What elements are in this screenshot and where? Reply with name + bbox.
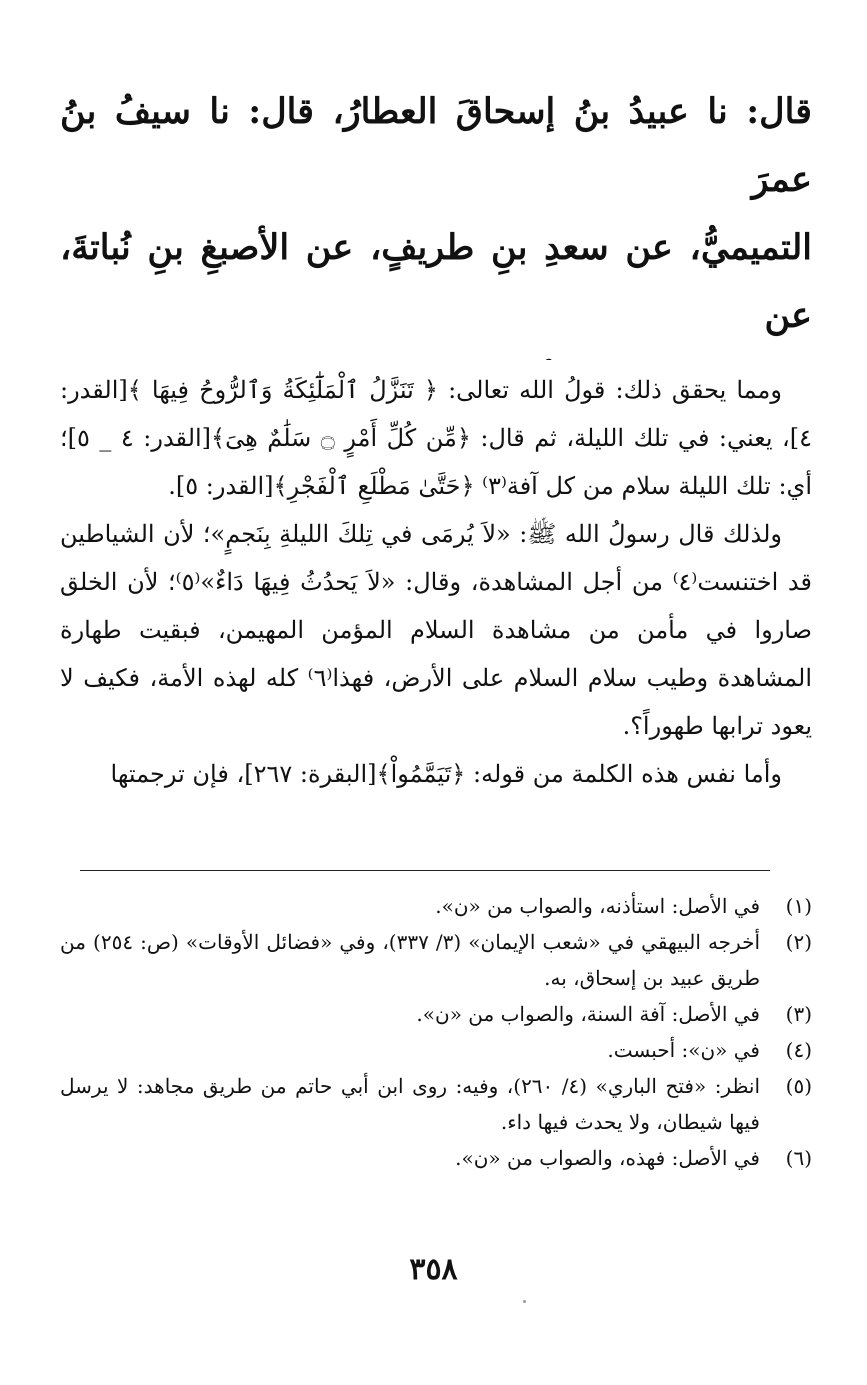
footnote-number: (٦) [785,1146,812,1170]
footnotes [60,888,812,1176]
opening-passage [60,78,812,360]
footnote-number: (١) [785,894,812,918]
footnote [60,996,812,1032]
text-line: قال: نا عبيدُ بنُ إسحاقَ العطارُ، قال: نا سيفُ بنُ عمرَ [60,91,812,200]
paragraph-quran-verse: ومما يحقق ذلك: قولُ الله تعالى: ﴿ تَنَزَّلُ ٱلْمَلَٰٓئِكَةُ وَٱلرُّوحُ فِيهَا ﴾[القدر: ٤]، يعني: في تلك الليلة، ثم قال: ﴿مِّن كُلِّ أَمْرٍ ۝ سَلَٰمٌ هِىَ﴾[القدر: ٤ _ ٥]؛ أي: تلك الليلة سلام من كل آفة⁽٣⁾ ﴿حَتَّىٰ مَطْلَعِ ٱلْفَجْرِ﴾[القدر: ٥]. [60,376,812,500]
commentary [60,366,812,798]
footnote-number: (٥) [785,1074,812,1098]
page-number: ٣٥٨ [409,1252,458,1287]
footnote [60,1140,812,1176]
footnote-text: في الأصل: آفة السنة، والصواب من «ن». [416,1002,760,1026]
paragraph-tayammum: وأما نفس هذه الكلمة من قوله: ﴿تَيَمَّمُواْ﴾[البقرة: ٢٦٧]، فإن ترجمتها [110,760,782,788]
footnote-text: في الأصل: استأذنه، والصواب من «ن». [435,894,760,918]
print-speck [523,1300,526,1303]
footnote [60,1068,812,1140]
footnote [60,1032,812,1068]
paragraph-hadith: ولذلك قال رسولُ الله ﷺ: «لاَ يُرمَى في تِلكَ الليلةِ بِنَجمٍ»؛ لأن الشياطين قد اختنست⁽٤⁾ من أجل المشاهدة، وقال: «لاَ يَحدُثُ فِيهَا دَاءٌ»⁽٥⁾؛ لأن الخلق صاروا في مأمن من مشاهدة السلام المؤمن المهيمن، فبقيت طهارة المشاهدة وطيب سلام السلام على الأرض، فهذا⁽٦⁾ كله لهذه الأمة، فكيف لا يعود ترابها طهوراً؟. [60,520,813,740]
footnote-text: في الأصل: فهذه، والصواب من «ن». [455,1146,760,1170]
footnote [60,888,812,924]
text-line: التميميُّ، عن سعدِ بنِ طريفٍ، عن الأصبغِ بنِ نُباتةَ، عن [60,227,812,336]
footnote-number: (٤) [785,1038,812,1062]
page-body [60,78,812,798]
footnote-text: انظر: «فتح الباري» (٤/ ٢٦٠)، وفيه: روى ابن أبي حاتم من طريق مجاهد: لا يرسل فيها شيطان، ولا يحدث فيها داء. [60,1074,760,1134]
text-line [60,350,812,360]
footnote [60,924,812,996]
footnote-number: (٣) [785,1002,812,1026]
footnote-text: في «ن»: أحبست. [607,1038,760,1062]
footnote-number: (٢) [785,930,812,954]
footnote-separator [80,870,770,871]
footnote-text: أخرجه البيهقي في «شعب الإيمان» (٣/ ٣٣٧)، وفي «فضائل الأوقات» (ص: ٢٥٤) من طريق عبيد بن إسحاق، به. [60,930,760,990]
